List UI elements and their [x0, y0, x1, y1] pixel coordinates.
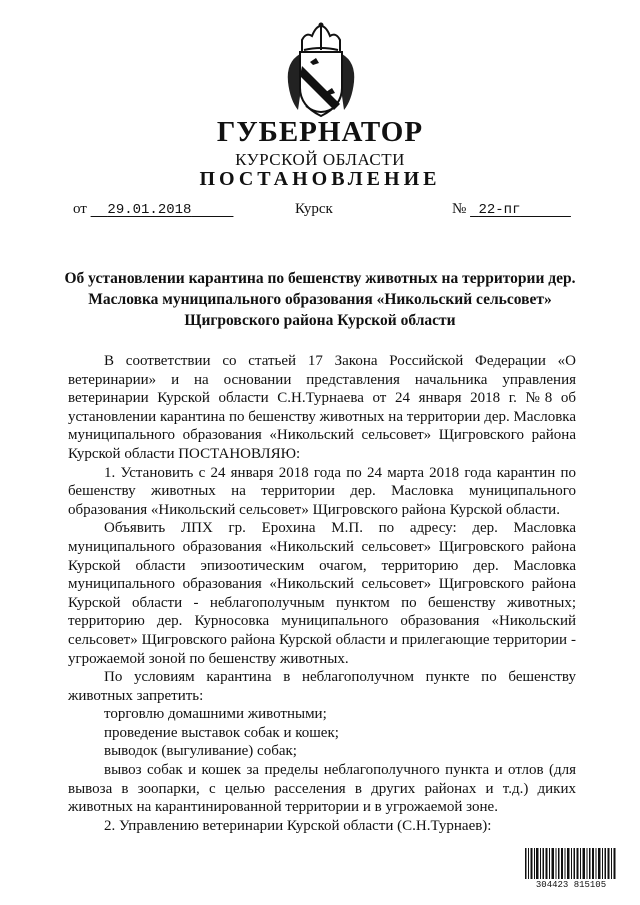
prohibition-item-export: вывоз собак и кошек за пределы неблагополучного пункта и отлов (для вывоза в зоопарки, с целью расселения в других районах и т.д.) диких животных на карантинированной территории и в угрожаемой зоне. — [68, 762, 576, 816]
decree-heading: ПОСТАНОВЛЕНИЕ — [199, 168, 441, 190]
clause-1-paragraph: 1. Установить с 24 января 2018 года по 24 марта 2018 года карантин по бешенству животных на территории дер. Масловка муниципального образования «Никольский сельсовет» Щигровского района Курской области. — [68, 464, 576, 518]
decree-date — [73, 201, 233, 218]
document-body — [68, 352, 576, 835]
clause-2-paragraph: 2. Управлению ветеринарии Курской области (С.Н.Турнаев): — [104, 817, 492, 834]
prohibition-item: торговлю домашними животными; — [104, 706, 327, 723]
date-value: 29.01.2018 — [107, 202, 192, 218]
coat-of-arms-emblem — [282, 22, 360, 120]
number-value: 22-пг — [478, 202, 521, 218]
prohibitions-intro-paragraph: По условиям карантина в неблагополучном пункте по бешенству животных запретить: — [68, 669, 576, 704]
decree-number — [452, 201, 571, 218]
prohibition-item: выводок (выгуливание) собак; — [104, 743, 297, 760]
date-prefix: от — [73, 201, 87, 217]
outbreak-declaration-paragraph: Объявить ЛПХ гр. Ерохина М.П. по адресу: дер. Масловка муниципального образования «Никольский сельсовет» Щигровского района Курской области эпизоотическим очагом, территорию дер. Масловка муниципального образования «Никольский сельсовет» Щигровского района Курской области - неблагополучным пунктом по бешенству животных; территорию дер. Курносовка муниципального образования «Никольский сельсовет» Щигровского района Курской области и прилегающие территории - угрожаемой зоной по бешенству животных. — [68, 520, 576, 667]
governor-heading: ГУБЕРНАТОР — [216, 116, 424, 148]
document-title: Об установлении карантина по бешенству животных на территории дер. Масловка муниципального образования «Никольский сельсовет» Щигровского района Курской области — [64, 270, 576, 329]
barcode-number: 304423 815105 — [525, 879, 617, 891]
number-prefix: № — [452, 201, 467, 217]
prohibition-item: проведение выставок собак и кошек; — [104, 724, 339, 741]
region-heading: КУРСКОЙ ОБЛАСТИ — [235, 150, 405, 169]
preamble-paragraph: В соответствии со статьей 17 Закона Российской Федерации «О ветеринарии» и на основании представления начальника управления ветеринарии Курской области С.Н.Турнаева от 24 января 2018 г. №8 об установлении карантина по бешенству животных на территории дер. Масловка муниципального образования «Никольский сельсовет» Щигровского района Курской области ПОСТАНОВЛЯЮ: — [68, 353, 576, 462]
decree-city: Курск — [295, 201, 333, 217]
